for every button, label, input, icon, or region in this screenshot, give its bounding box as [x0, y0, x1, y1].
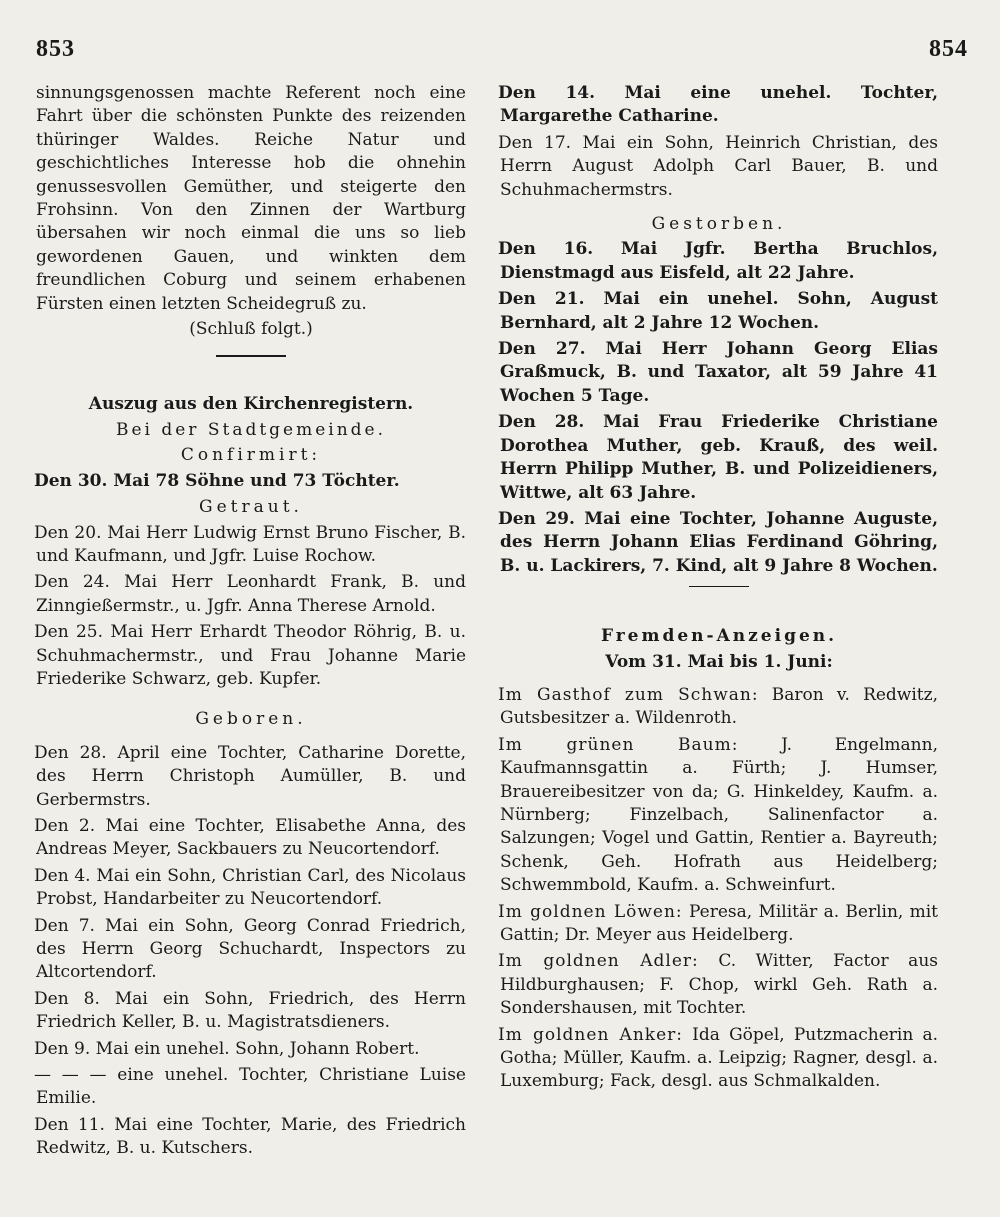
visitor-list: C. Witter, Factor aus Hildburghausen; F. Chop, wirkl Geh. Rath a. Sondershausen, mit Tochter.: [500, 951, 938, 1019]
continuation-note: (Schluß folgt.): [189, 319, 313, 340]
confirmed-heading: Confirmirt:: [180, 445, 322, 466]
married-entry: Den 24. Mai Herr Leonhardt Frank, B. und Zinngießermstr., u. Jgfr. Anna Therese Arnold.: [34, 572, 466, 616]
born-entry: Den 17. Mai ein Sohn, Heinrich Christian, des Herrn August Adolph Carl Bauer, B. und Schuhmachermstrs.: [498, 132, 938, 200]
inn-name: Im Gasthof zum Schwan:: [498, 684, 759, 705]
parish-heading: Bei der Stadtgemeinde.: [115, 419, 387, 440]
confirmed-entry: Den 30. Mai 78 Söhne und 73 Töchter.: [34, 470, 400, 491]
born-entry: Den 11. Mai eine Tochter, Marie, des Friedrich Redwitz, B. u. Kutschers.: [34, 1114, 466, 1159]
born-heading: Geboren.: [195, 709, 307, 730]
born-entry: Den 28. April eine Tochter, Catharine Dorette, des Herrn Christoph Aumüller, B. und Gerbermstrs.: [34, 742, 466, 810]
visitor-list: Baron v. Redwitz, Gutsbesitzer a. Wildenroth.: [500, 684, 938, 729]
left-column: [36, 82, 466, 1164]
born-entry: Den 8. Mai ein Sohn, Friedrich, des Herrn Friedrich Keller, B. u. Magistratsdieners.: [34, 988, 466, 1033]
visitor-list: Peresa, Militär a. Berlin, mit Gattin; Dr. Meyer aus Heidelberg.: [500, 901, 939, 945]
born-entry: — — — eine unehel. Tochter, Christiane Luise Emilie.: [34, 1065, 466, 1109]
section-title: Auszug aus den Kirchenregistern.: [88, 394, 414, 415]
died-entry: Den 21. Mai ein unehel. Sohn, August Bernhard, alt 2 Jahre 12 Wochen.: [498, 289, 938, 333]
visitors-period: Vom 31. Mai bis 1. Juni:: [605, 651, 833, 672]
married-entry: Den 25. Mai Herr Erhardt Theodor Röhrig, B. u. Schuhmachermstr., und Frau Johanne Marie Friederike Schwarz, geb. Kupfer.: [34, 622, 466, 689]
visitor-list: J. Engelmann, Kaufmannsgattin a. Fürth; J. Humser, Brauereibesitzer von da; G. Hinkeldey, Kaufm. a. Nürnberg; Finzelbach, Salinenfactor a. Salzungen; Vogel und Gattin, Rentier a. Bayreuth; Schenk, Geh. Hofrath aus Heidelberg; Schwemmbold, Kaufm. a. Schweinfurt.: [500, 734, 938, 896]
born-entry: Den 14. Mai eine unehel. Tochter, Margarethe Catharine.: [498, 83, 938, 127]
page-number-left: 853: [36, 36, 75, 62]
married-heading: Getraut.: [199, 497, 303, 518]
died-entry: Den 29. Mai eine Tochter, Johanne Auguste, des Herrn Johann Elias Ferdinand Göhring, B. u. Lackirers, 7. Kind, alt 9 Jahre 8 Wochen.: [498, 508, 938, 576]
visitor-list: Ida Göpel, Putzmacherin a. Gotha; Müller, Kaufm. a. Leipzig; Ragner, desgl. a. Luxemburg; Fack, desgl. aus Schmalkalden.: [500, 1024, 939, 1092]
visitor-entry: [500, 684, 938, 731]
married-entry: Den 20. Mai Herr Ludwig Ernst Bruno Fischer, B. und Kaufmann, und Jgfr. Luise Rochow.: [34, 522, 466, 566]
born-entry: Den 7. Mai ein Sohn, Georg Conrad Friedrich, des Herrn Georg Schuchardt, Inspectors zu Altcortendorf.: [34, 915, 466, 983]
born-entry: Den 9. Mai ein unehel. Sohn, Johann Robert.: [34, 1038, 420, 1059]
section-divider: [689, 586, 749, 587]
visitor-entry: [500, 734, 938, 898]
inn-name: Im goldnen Anker:: [498, 1024, 683, 1045]
died-entry: Den 27. Mai Herr Johann Georg Elias Graßmuck, B. und Taxator, alt 59 Jahre 41 Wochen 5 Tage.: [498, 339, 938, 406]
visitor-entry: [500, 901, 938, 948]
inn-name: Im goldnen Adler:: [498, 951, 699, 972]
born-entry: Den 4. Mai ein Sohn, Christian Carl, des Nicolaus Probst, Handarbeiter zu Neucortendorf.: [34, 865, 466, 910]
visitor-entry: [500, 1024, 938, 1094]
visitors-heading: Fremden-Anzeigen.: [600, 626, 838, 647]
visitor-entry: [500, 950, 938, 1020]
inn-name: Im grünen Baum:: [498, 734, 739, 755]
died-entry: Den 28. Mai Frau Friederike Christiane Dorothea Muther, geb. Krauß, des weil. Herrn Philipp Muther, B. und Polizeidieners, Wittwe, alt 63 Jahre.: [498, 412, 938, 503]
right-column: [500, 82, 938, 1097]
died-heading: Gestorben.: [651, 214, 787, 235]
intro-paragraph: sinnungsgenossen machte Referent noch eine Fahrt über die schönsten Punkte des reizenden thüringer Waldes. Reiche Natur und geschichtliches Interesse hob die ohnehin genussesvollen Gemüther, und steigerte den Frohsinn. Von den Zinnen der Wartburg übersahen wir noch einmal die uns so lieb gewordenen Gauen, und winkten dem freundlichen Coburg und seinem erhabenen Fürsten einen letzten Scheidegruß zu.: [36, 83, 466, 314]
section-divider: [216, 355, 286, 357]
died-entry: Den 16. Mai Jgfr. Bertha Bruchlos, Dienstmagd aus Eisfeld, alt 22 Jahre.: [498, 239, 938, 283]
inn-name: Im goldnen Löwen:: [498, 901, 683, 922]
page-number-right: 854: [929, 36, 968, 62]
born-entry: Den 2. Mai eine Tochter, Elisabethe Anna, des Andreas Meyer, Sackbauers zu Neucortendorf.: [34, 815, 466, 860]
